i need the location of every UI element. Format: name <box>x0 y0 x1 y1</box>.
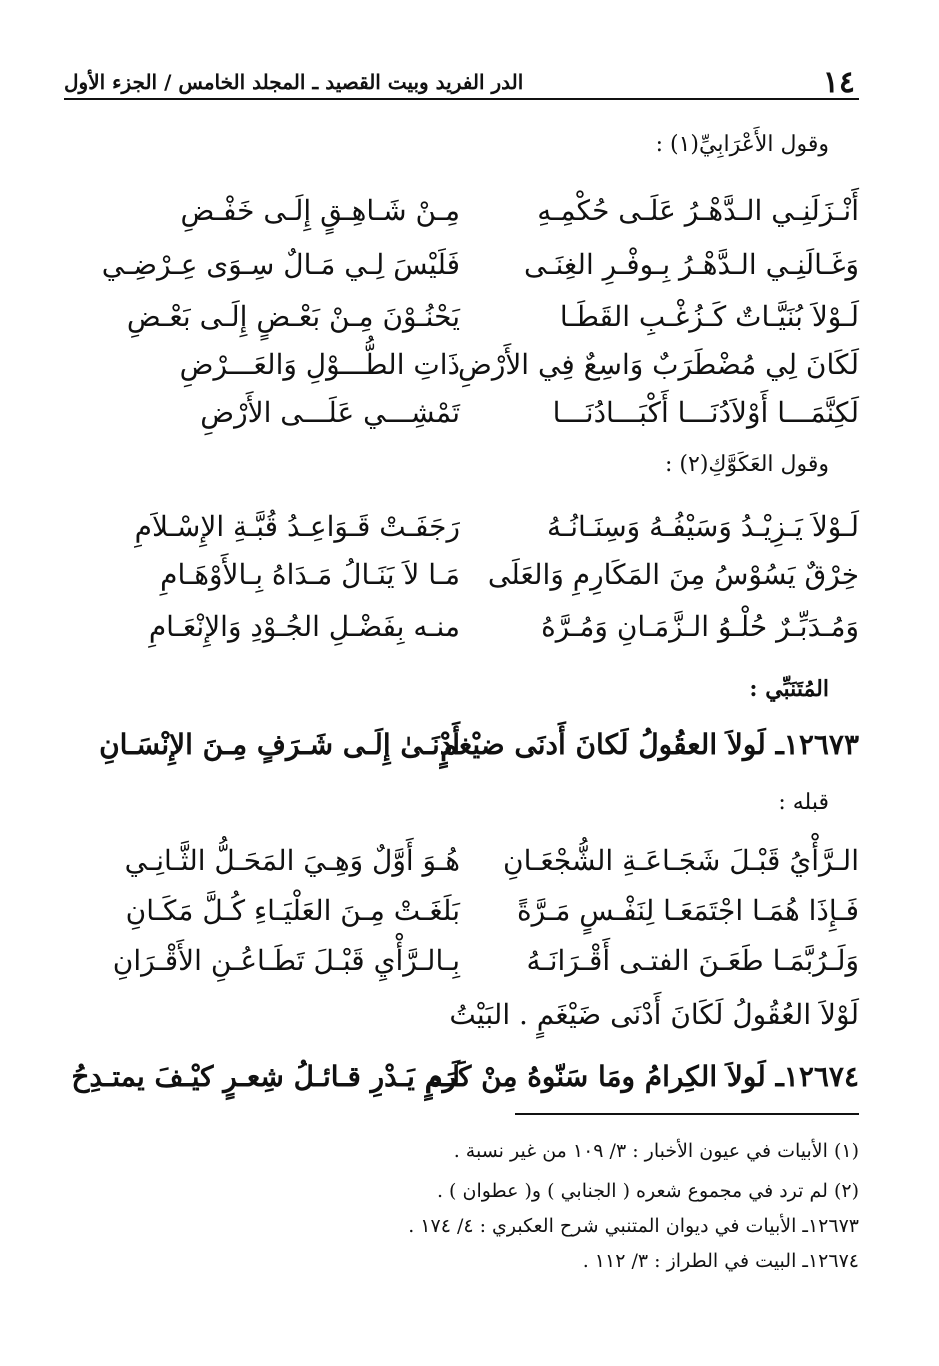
verse-second-hemistich: بِـالـرَّأْيِ قَبْـلَ تَطَـاعُـنِ الأَقْـرَانِ <box>112 943 460 977</box>
verse-second-hemistich: يَحْنُـوْنَ مِـنْ بَعْـضٍ إِلَـى بَعْـضِ <box>126 299 460 333</box>
verse-first-hemistich: ١٢٦٧٣ـ لَولاَ العقُولُ لَكانَ أَدنَى ضيْغمٍ <box>440 727 859 761</box>
footnote-divider <box>515 1113 859 1115</box>
verse-second-hemistich: تَمْشِـــي عَلَـــى الأَرْضِ <box>200 395 460 429</box>
verse-second-hemistich: مِـنْ شَـاهِـقٍ إِلَـى خَفْـضِ <box>180 193 460 227</box>
section-intro: وقول العَكَوَّكِ(٢) : <box>665 452 829 477</box>
verse-row <box>110 182 859 238</box>
verse-row <box>101 236 859 292</box>
verse-second-hemistich: هُـوَ أَوَّلٌ وَهِـيَ المَحَـلُّ الثَّـانِـي <box>124 843 460 877</box>
poet-label: المُتَنَبِّي : <box>749 676 829 702</box>
footnote: (٢) لم ترد في مجموع شعره ( الجنابي ) و( عطوان ) . <box>436 1180 859 1202</box>
section-intro: وقول الأَعْرَابِيِّ(١) : <box>655 132 829 157</box>
verse-second-hemistich: لَـم يَـدْرِ قـائـلُ شِعـرٍ كيْـفَ يمتـدِحُ <box>71 1059 460 1093</box>
footnote: ١٢٦٧٤ـ البيت في الطراز : ٣/ ١١٢ . <box>582 1250 859 1272</box>
verse-first-hemistich: أَنْـزَلَنِـي الـدَّهْـرُ عَلَـى حُكْمِـهِ <box>537 193 859 227</box>
verse-first-hemistich: الـرَّأْيُ قَبْـلَ شَجَـاعَـةِ الشُّجْعَـانِ <box>503 843 859 877</box>
running-title: الدر الفريد وبيت القصيد ـ المجلد الخامس / الجزء الأول <box>64 70 524 94</box>
verse-first-hemistich: فَـإِذَا هُمَـا اجْتَمَعَـا لِنَفْـسٍ مَـرَّةً <box>517 893 859 927</box>
main-verse-12673 <box>99 716 859 772</box>
verse-first-hemistich: وَمُـدَبِّـرٌ حُلْـوُ الـزَّمَـانِ وَمُـرَّهُ <box>541 609 859 643</box>
verse-first-hemistich: وَغَـالَنِـي الـدَّهْـرُ بِـوفْـرِ الغِنَـى <box>523 247 859 281</box>
verse-first-hemistich: وَلَـرُبَّمَـا طَعَـنَ الفتـى أَقْـرَانَـهُ <box>526 943 859 977</box>
verse-row <box>110 384 859 440</box>
header-divider <box>64 98 859 100</box>
verse-first-hemistich: لَكَانَ لِي مُضْطَرَبٌ وَاسِعٌ فِي الأَرْضِ <box>457 347 859 381</box>
verse-second-hemistich: ذَاتِ الطُّـــوْلِ وَالعَـــرْضِ <box>179 347 460 381</box>
verse-first-hemistich: لَكِنَّمَـــا أَوْلاَدُنَـــا أَكْبَـــادُنَـــا <box>552 395 859 429</box>
page-number: ١٤ <box>822 65 855 100</box>
before-label: قبله : <box>778 790 829 815</box>
verse-first-hemistich: ١٢٦٧٤ـ لَولاَ الكِرامُ ومَا سَنّوهُ مِنْ كَرَمٍ <box>425 1059 859 1093</box>
verse-second-hemistich: مَـا لاَ يَنَـالُ مَـدَاهُ بِـالأَوْهَـامِ <box>160 557 460 591</box>
footnote: (١) الأبيات في عيون الأخبار : ٣/ ١٠٩ من غير نسبة . <box>453 1140 859 1162</box>
verse-row <box>110 546 859 602</box>
page-header <box>64 48 859 100</box>
verse-first-hemistich: لَـوْلاَ يَـزِيْـدُ وَسَيْفُـهُ وَسِنَـانُـهُ <box>547 509 859 543</box>
verse-row <box>110 882 859 938</box>
verse-row <box>110 832 859 888</box>
verse-row <box>110 598 859 654</box>
verse-second-hemistich: بَلَغَـتْ مِـنَ العَلْيَـاءِ كُـلَّ مَكَـانِ <box>125 893 460 927</box>
verse-row <box>110 932 859 988</box>
verse-second-hemistich: فَلَيْسَ لِـي مَـالٌ سِـوَى عِـرْضِـي <box>101 247 460 281</box>
verse-second-hemistich: رَجَفَـتْ قَـوَاعِـدُ قُبَّـةِ الإِسْـلاَمِ <box>134 509 460 543</box>
verse-first-hemistich: خِرْقٌ يَسُوْسُ مِنَ المَكَارِمِ وَالعَلَى <box>487 557 859 591</box>
footnote: ١٢٦٧٣ـ الأبيات في ديوان المتنبي شرح العكبري : ٤/ ١٧٤ . <box>408 1215 859 1237</box>
closing-line: لَوْلاَ العُقُولُ لَكَانَ أَدْنَى ضَيْغَمٍ . البَيْتُ <box>449 998 859 1031</box>
verse-second-hemistich: أَدْنَـىٰ إِلَـى شَـرَفٍ مِـنَ الإِنْسَـانِ <box>99 727 460 761</box>
verse-second-hemistich: منـه بِفَضْـلِ الجُـوْدِ وَالإِنْعَـامِ <box>148 609 460 643</box>
main-verse-12674 <box>71 1048 859 1104</box>
verse-first-hemistich: لَـوْلاَ بُنَيَّـاتٌ كَـزُغْـبِ القَطَـا <box>559 299 859 333</box>
